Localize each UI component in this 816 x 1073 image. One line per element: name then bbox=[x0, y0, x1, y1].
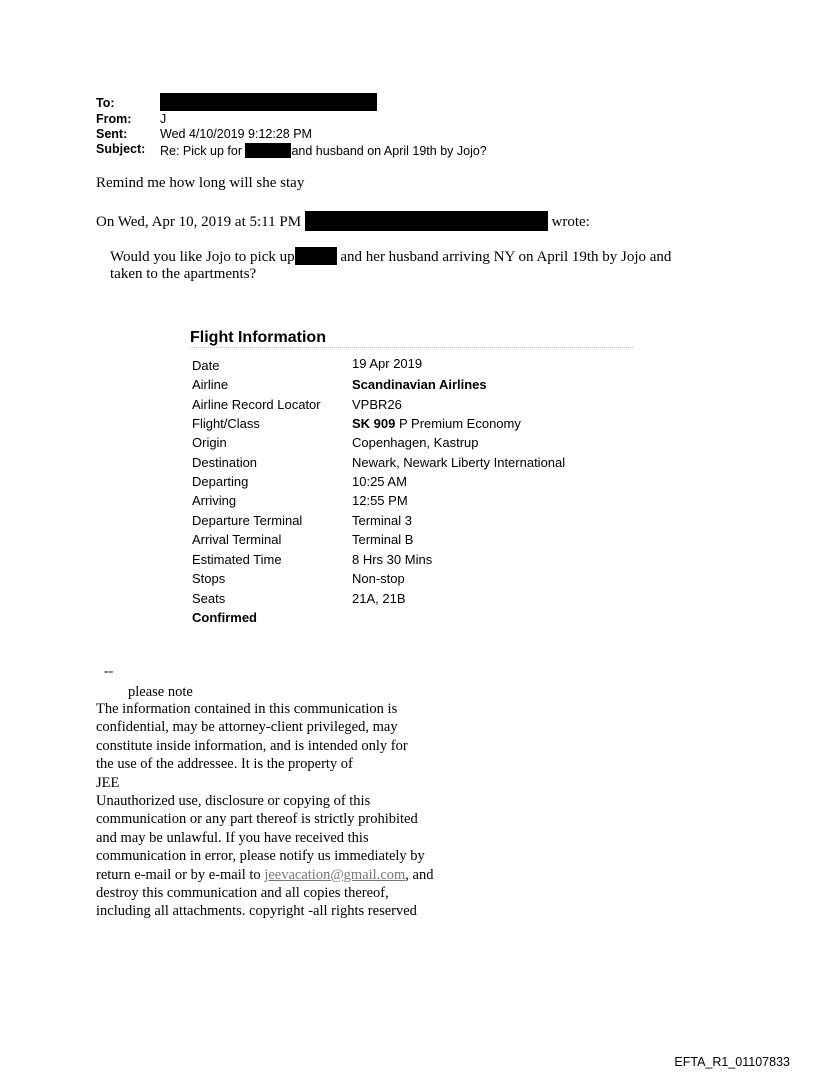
flight-info-title: Flight Information bbox=[190, 329, 326, 346]
disclaimer-line: confidential, may be attorney-client privileged, may bbox=[96, 719, 398, 736]
sent-value: Wed 4/10/2019 9:12:28 PM bbox=[160, 127, 312, 141]
quoted-line1-prefix: Would you like Jojo to pick up bbox=[110, 249, 295, 265]
disclaimer-line: including all attachments. copyright -all rights reserved bbox=[96, 903, 417, 920]
flight-row-value: 12:55 PM bbox=[352, 493, 408, 508]
flight-row-value bbox=[352, 416, 521, 431]
flight-row-value: 21A, 21B bbox=[352, 591, 406, 606]
flight-row-label: Airline Record Locator bbox=[192, 397, 321, 412]
flight-row-value: 10:25 AM bbox=[352, 474, 407, 489]
disclaimer-line: communication or any part thereof is strictly prohibited bbox=[96, 811, 418, 828]
flight-row-value: Copenhagen, Kastrup bbox=[352, 435, 479, 450]
flight-row-value: Scandinavian Airlines bbox=[352, 377, 487, 392]
signature-note: please note bbox=[128, 684, 193, 700]
reply-text: Remind me how long will she stay bbox=[96, 175, 305, 191]
signature-dashes: -- bbox=[104, 664, 114, 679]
quoted-line-1 bbox=[110, 247, 671, 266]
flight-row-label: Destination bbox=[192, 455, 258, 470]
subject-suffix: and husband on April 19th by Jojo? bbox=[291, 144, 487, 158]
flight-row-label: Arrival Terminal bbox=[192, 532, 282, 547]
subject-prefix: Re: Pick up for bbox=[160, 144, 242, 158]
disclaimer-line: The information contained in this communication is bbox=[96, 701, 398, 717]
flight-status: Confirmed bbox=[192, 610, 257, 625]
flight-info-divider bbox=[190, 347, 633, 348]
flight-row-value: Terminal 3 bbox=[352, 513, 412, 528]
disclaimer-line: JEE bbox=[96, 774, 120, 791]
disclaimer-line: and may be unlawful. If you have received this bbox=[96, 829, 369, 846]
quoted-line1-suffix: and her husband arriving NY on April 19th by Jojo and bbox=[340, 249, 672, 265]
disclaimer-link-line bbox=[96, 866, 496, 884]
subject-redaction bbox=[245, 143, 291, 158]
subject-label: Subject: bbox=[96, 142, 146, 156]
disclaimer-line: destroy this communication and all copies thereof, bbox=[96, 885, 389, 902]
disclaimer-link-suffix: , and bbox=[405, 866, 434, 883]
flight-row-label: Departing bbox=[192, 474, 249, 489]
to-redaction bbox=[160, 93, 377, 111]
to-label: To: bbox=[96, 96, 115, 110]
subject-value bbox=[160, 143, 487, 158]
flight-row-label: Estimated Time bbox=[192, 552, 282, 567]
flight-row-label: Seats bbox=[192, 591, 226, 606]
from-label: From: bbox=[96, 112, 132, 126]
flight-row-label: Flight/Class bbox=[192, 416, 260, 431]
quoted-line-2: taken to the apartments? bbox=[110, 266, 257, 282]
disclaimer-link-prefix: return e-mail or by e-mail to bbox=[96, 866, 261, 883]
flight-row-value: Terminal B bbox=[352, 532, 414, 547]
flight-row-value: 19 Apr 2019 bbox=[352, 356, 423, 371]
flight-row-value: VPBR26 bbox=[352, 397, 402, 412]
email-link[interactable]: jeevacation@gmail.com bbox=[264, 866, 406, 883]
flight-row-label: Stops bbox=[192, 571, 226, 586]
flight-row-label: Arriving bbox=[192, 493, 237, 508]
flight-row-label: Departure Terminal bbox=[192, 513, 303, 528]
flight-class: P Premium Economy bbox=[399, 416, 521, 431]
flight-row-value: 8 Hrs 30 Mins bbox=[352, 552, 433, 567]
confidentiality-disclaimer bbox=[96, 700, 496, 921]
quote-intro-suffix: wrote: bbox=[551, 214, 590, 230]
disclaimer-line: Unauthorized use, disclosure or copying of this bbox=[96, 793, 371, 810]
quote-intro bbox=[96, 211, 590, 231]
sender-redaction bbox=[305, 211, 548, 231]
from-value: J bbox=[160, 112, 167, 126]
document-id: EFTA_R1_01107833 bbox=[674, 1055, 790, 1069]
flight-row-label: Origin bbox=[192, 435, 227, 450]
flight-number: SK 909 bbox=[352, 416, 396, 431]
flight-row-value: Newark, Newark Liberty International bbox=[352, 455, 566, 470]
flight-row-value: Non-stop bbox=[352, 571, 405, 586]
disclaimer-line: constitute inside information, and is intended only for bbox=[96, 737, 408, 754]
flight-row-label: Date bbox=[192, 358, 220, 373]
quoted-redaction bbox=[295, 247, 337, 265]
sent-label: Sent: bbox=[96, 127, 128, 141]
disclaimer-line: communication in error, please notify us immediately by bbox=[96, 848, 425, 865]
disclaimer-line: the use of the addressee. It is the property of bbox=[96, 756, 353, 773]
quote-intro-prefix: On Wed, Apr 10, 2019 at 5:11 PM bbox=[96, 214, 302, 230]
flight-row-label: Airline bbox=[192, 377, 229, 392]
